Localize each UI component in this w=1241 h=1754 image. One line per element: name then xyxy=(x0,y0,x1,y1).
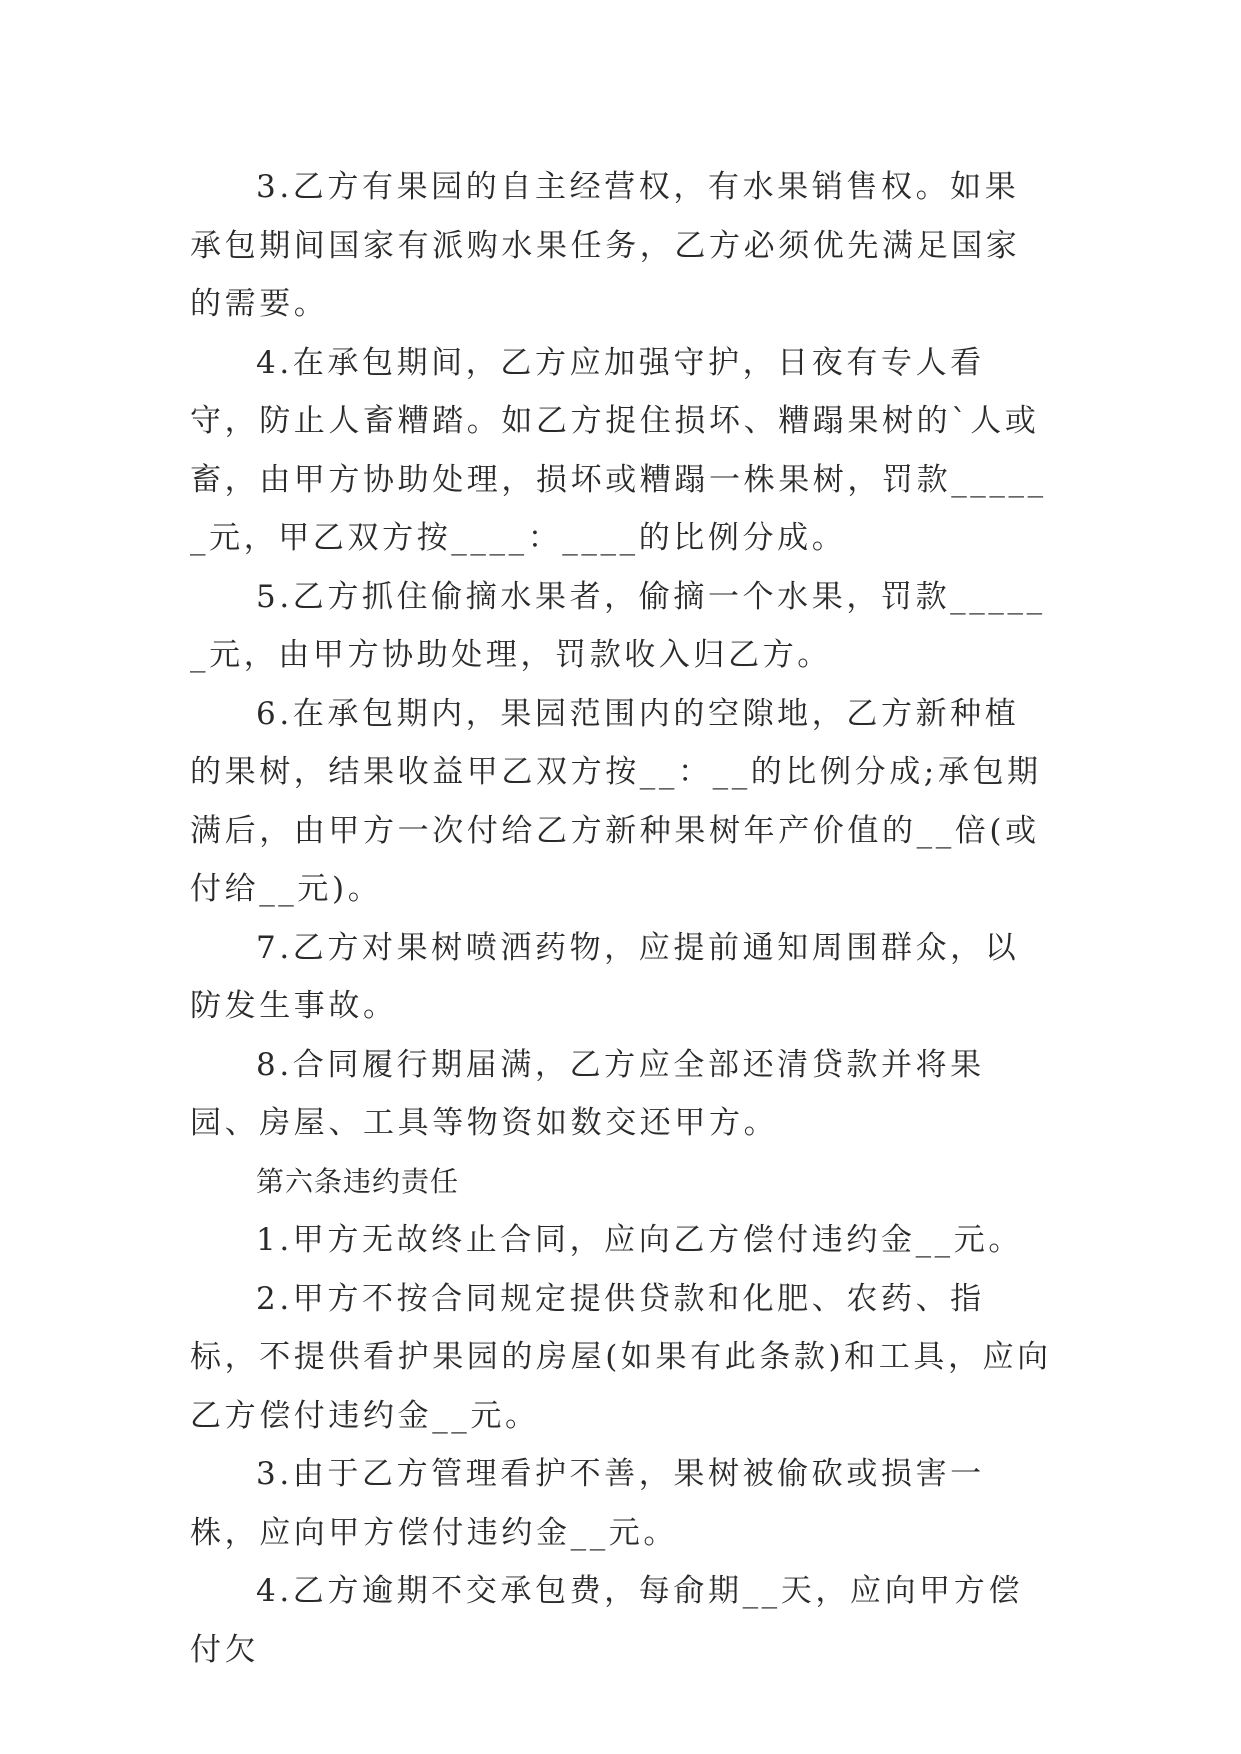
clause-3: 3.乙方有果园的自主经营权，有水果销售权。如果承包期间国家有派购水果任务，乙方必须优先满足国家的需要。 xyxy=(190,169,1021,322)
document-body xyxy=(190,158,1052,1679)
liability-2: 2.甲方不按合同规定提供贷款和化肥、农药、指标，不提供看护果园的房屋(如果有此条款)和工具，应向乙方偿付违约金__元。 xyxy=(190,1280,1052,1434)
clause-4: 4.在承包期间，乙方应加强守护，日夜有专人看守，防止人畜糟踏。如乙方捉住损坏、糟蹋果树的`人或畜，由甲方协助处理，损坏或糟蹋一株果树，罚款______元，甲乙双方按____：____的比例分成。 xyxy=(190,344,1047,556)
clause-5: 5.乙方抓住偷摘水果者，偷摘一个水果，罚款______元，由甲方协助处理，罚款收入归乙方。 xyxy=(190,578,1046,673)
liability-1: 1.甲方无故终止合同，应向乙方偿付违约金__元。 xyxy=(256,1222,1023,1258)
clause-8: 8.合同履行期届满，乙方应全部还清贷款并将果园、房屋、工具等物资如数交还甲方。 xyxy=(190,1046,985,1141)
clause-7: 7.乙方对果树喷洒药物，应提前通知周围群众，以防发生事故。 xyxy=(190,929,1020,1024)
clause-6: 6.在承包期内，果园范围内的空隙地，乙方新种植的果树，结果收益甲乙双方按__：__的比例分成;承包期满后，由甲方一次付给乙方新种果树年产价值的__倍(或付给__元)。 xyxy=(190,695,1042,907)
liability-3: 3.由于乙方管理看护不善，果树被偷砍或损害一株，应向甲方偿付违约金__元。 xyxy=(190,1456,985,1551)
section-heading: 第六条违约责任 xyxy=(256,1164,460,1198)
liability-4: 4.乙方逾期不交承包费，每俞期__天，应向甲方偿付欠 xyxy=(190,1573,1023,1668)
